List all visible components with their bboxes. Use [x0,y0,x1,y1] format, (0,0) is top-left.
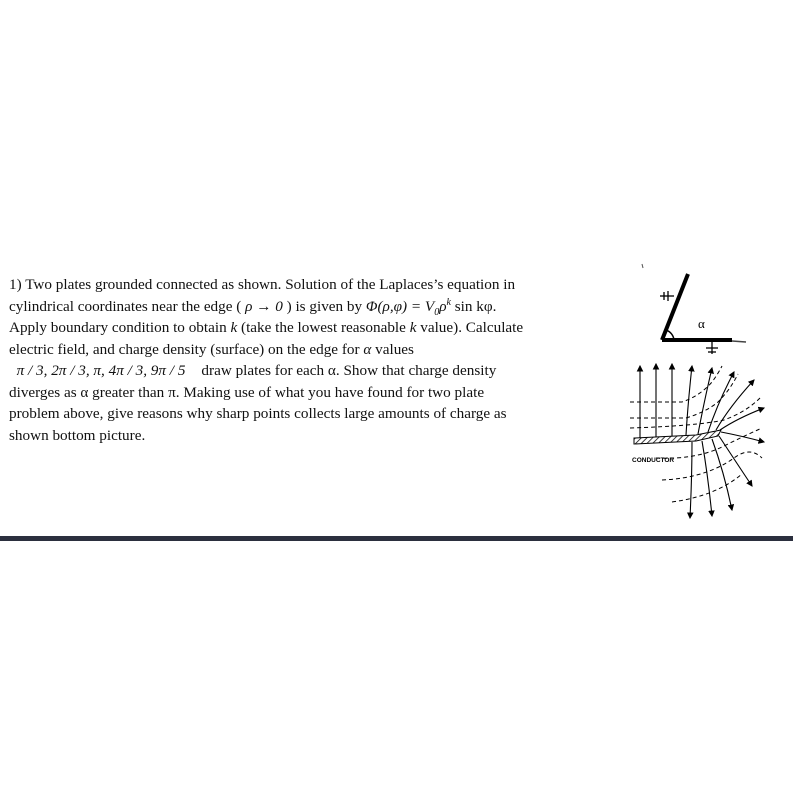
problem-text [9,274,621,446]
problem-line-1: 1) Two plates grounded connected as shown. Solution of the Laplaces’s equation in [9,276,516,293]
problem-line-5: π / 3, 2π / 3, π, 4π / 3, 9π / 5 draw plates for each α. Show that charge density [16,362,497,379]
ground-symbol-left [660,291,674,301]
conductor-surface [634,430,721,444]
problem-line-2: cylindrical coordinates near the edge ( ρ → 0 ) is given by $\Phi(\rho,\varphi) = V_0\rho^k$ sin kφ. [9,296,497,318]
horizontal-divider [0,536,793,541]
problem-line-4: electric field, and charge density (surface) on the edge for α values [9,340,414,358]
conductor-field-lines-figure [626,362,766,522]
limit-expression: ρ → 0 [245,297,283,315]
equipotential-lines [630,366,762,502]
two-plates-figure [640,262,750,362]
problem-number: 1) [9,276,22,293]
problem-line-7: problem above, give reasons why sharp points collects large amounts of charge as [9,405,507,422]
ground-symbol-bottom [706,340,718,354]
angle-label: α [698,316,705,331]
inclined-plate [662,274,688,340]
conductor-label: CONDUCTOR [632,457,675,464]
problem-line-8: shown bottom picture. [9,426,146,444]
problem-line-3: Apply boundary condition to obtain k (take the lowest reasonable k value). Calculate [9,319,524,336]
problem-line-6: diverges as α greater than π. Making use of what you have found for two plate [9,383,485,401]
potential-equation: $\Phi(\rho,\varphi) = V_0\rho^k$ sin kφ [365,296,493,318]
alpha-values: π / 3, 2π / 3, π, 4π / 3, 9π / 5 [16,362,186,379]
